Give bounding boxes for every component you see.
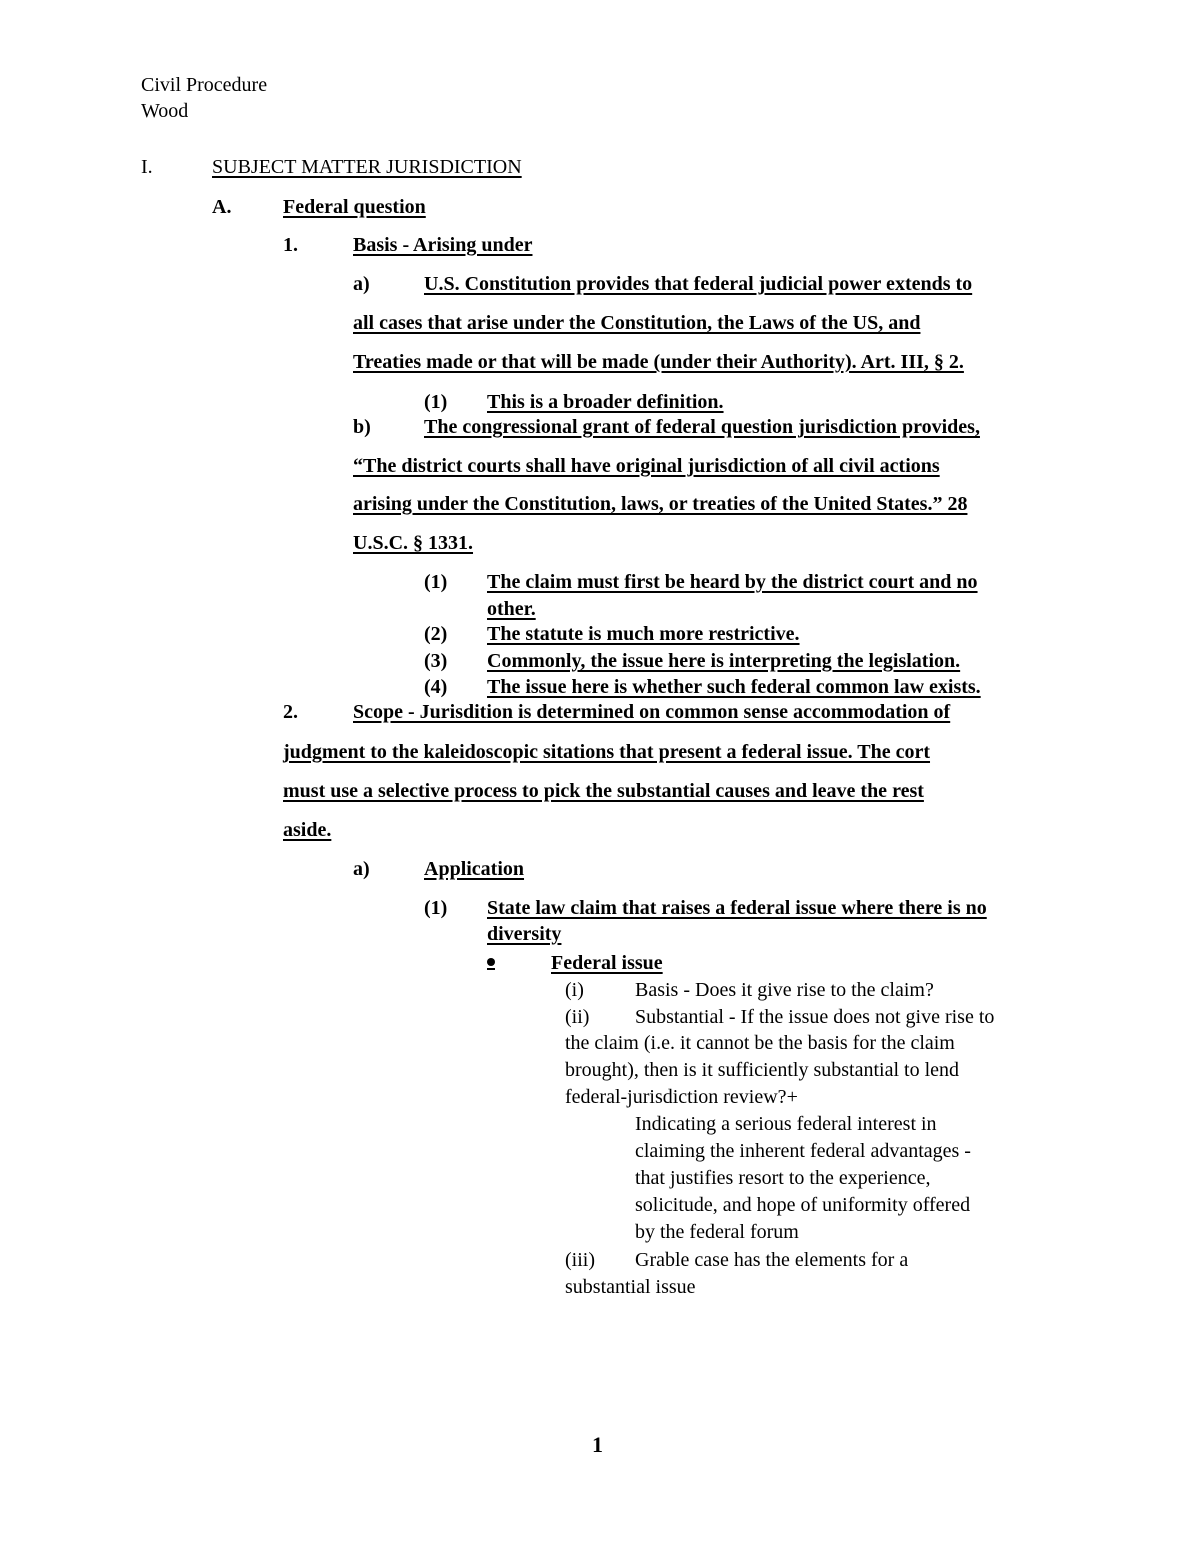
item-b-line: The congressional grant of federal question jurisdiction provides,	[424, 416, 980, 438]
page-number: 1	[592, 1432, 603, 1457]
item-a-label: a)	[353, 273, 370, 295]
sub-i-text: Basis - Does it give rise to the claim?	[635, 979, 934, 1001]
item-b-line: arising under the Constitution, laws, or treaties of the United States.” 28	[353, 493, 968, 515]
item-2-line: judgment to the kaleidoscopic sitations that present a federal issue. The cort	[283, 741, 931, 763]
indent-line: by the federal forum	[635, 1221, 799, 1243]
indent-line: claiming the inherent federal advantages -	[635, 1140, 971, 1162]
sub-ii-first: Substantial - If the issue does not give rise to	[635, 1006, 995, 1028]
section-a-title: Federal question	[283, 196, 426, 218]
item-1-label: 1.	[283, 234, 298, 256]
bullet-icon	[487, 958, 495, 966]
item-1-title: Basis - Arising under	[353, 234, 533, 256]
sub-ii-line: federal-jurisdiction review?+	[565, 1086, 798, 1108]
item-2-line: Scope - Jurisdition is determined on common sense accommodation of	[353, 701, 951, 723]
section-i-label: I.	[141, 156, 153, 178]
item-b1-label: (1)	[424, 571, 448, 593]
federal-issue-title: Federal issue	[551, 952, 663, 974]
application-label: a)	[353, 858, 370, 880]
section-a-label: A.	[212, 196, 232, 218]
item-b1-line: other.	[487, 598, 536, 620]
item-2-line: aside.	[283, 819, 332, 841]
item-b4-text: The issue here is whether such federal common law exists.	[487, 676, 981, 698]
item-a-line: U.S. Constitution provides that federal judicial power extends to	[424, 273, 973, 295]
item-a-line: Treaties made or that will be made (under their Authority). Art. III, § 2.	[353, 351, 964, 373]
application-title: Application	[424, 858, 525, 880]
item-b2-text: The statute is much more restrictive.	[487, 623, 800, 645]
sub-i-label: (i)	[565, 979, 584, 1001]
item-2-line: must use a selective process to pick the substantial causes and leave the rest	[283, 780, 924, 802]
sub-iii-line: substantial issue	[565, 1276, 696, 1298]
author-name: Wood	[141, 100, 189, 122]
item-b-line: U.S.C. § 1331.	[353, 532, 474, 554]
indent-line: that justifies resort to the experience,	[635, 1167, 931, 1189]
bullet-underline	[487, 968, 495, 970]
item-b4-label: (4)	[424, 676, 448, 698]
sub-iii-label: (iii)	[565, 1249, 595, 1271]
application-1-line: State law claim that raises a federal issue where there is no	[487, 897, 987, 919]
item-b2-label: (2)	[424, 623, 448, 645]
sub-ii-line: the claim (i.e. it cannot be the basis for the claim	[565, 1032, 955, 1054]
indent-line: solicitude, and hope of uniformity offered	[635, 1194, 971, 1216]
item-b3-text: Commonly, the issue here is interpreting the legislation.	[487, 650, 961, 672]
item-b-label: b)	[353, 416, 371, 438]
section-i-title: SUBJECT MATTER JURISDICTION	[212, 156, 522, 178]
sub-ii-line: brought), then is it sufficiently substantial to lend	[565, 1059, 960, 1081]
indent-line: Indicating a serious federal interest in	[635, 1113, 937, 1135]
item-b-line: “The district courts shall have original jurisdiction of all civil actions	[353, 455, 940, 477]
item-2-label: 2.	[283, 701, 298, 723]
course-title: Civil Procedure	[141, 74, 268, 96]
item-a1-text: This is a broader definition.	[487, 391, 724, 413]
item-b1-line: The claim must first be heard by the district court and no	[487, 571, 978, 593]
sub-iii-first: Grable case has the elements for a	[635, 1249, 909, 1271]
application-1-label: (1)	[424, 897, 448, 919]
sub-ii-label: (ii)	[565, 1006, 590, 1028]
application-1-line: diversity	[487, 923, 562, 945]
item-b3-label: (3)	[424, 650, 448, 672]
item-a1-label: (1)	[424, 391, 448, 413]
item-a-line: all cases that arise under the Constitution, the Laws of the US, and	[353, 312, 921, 334]
